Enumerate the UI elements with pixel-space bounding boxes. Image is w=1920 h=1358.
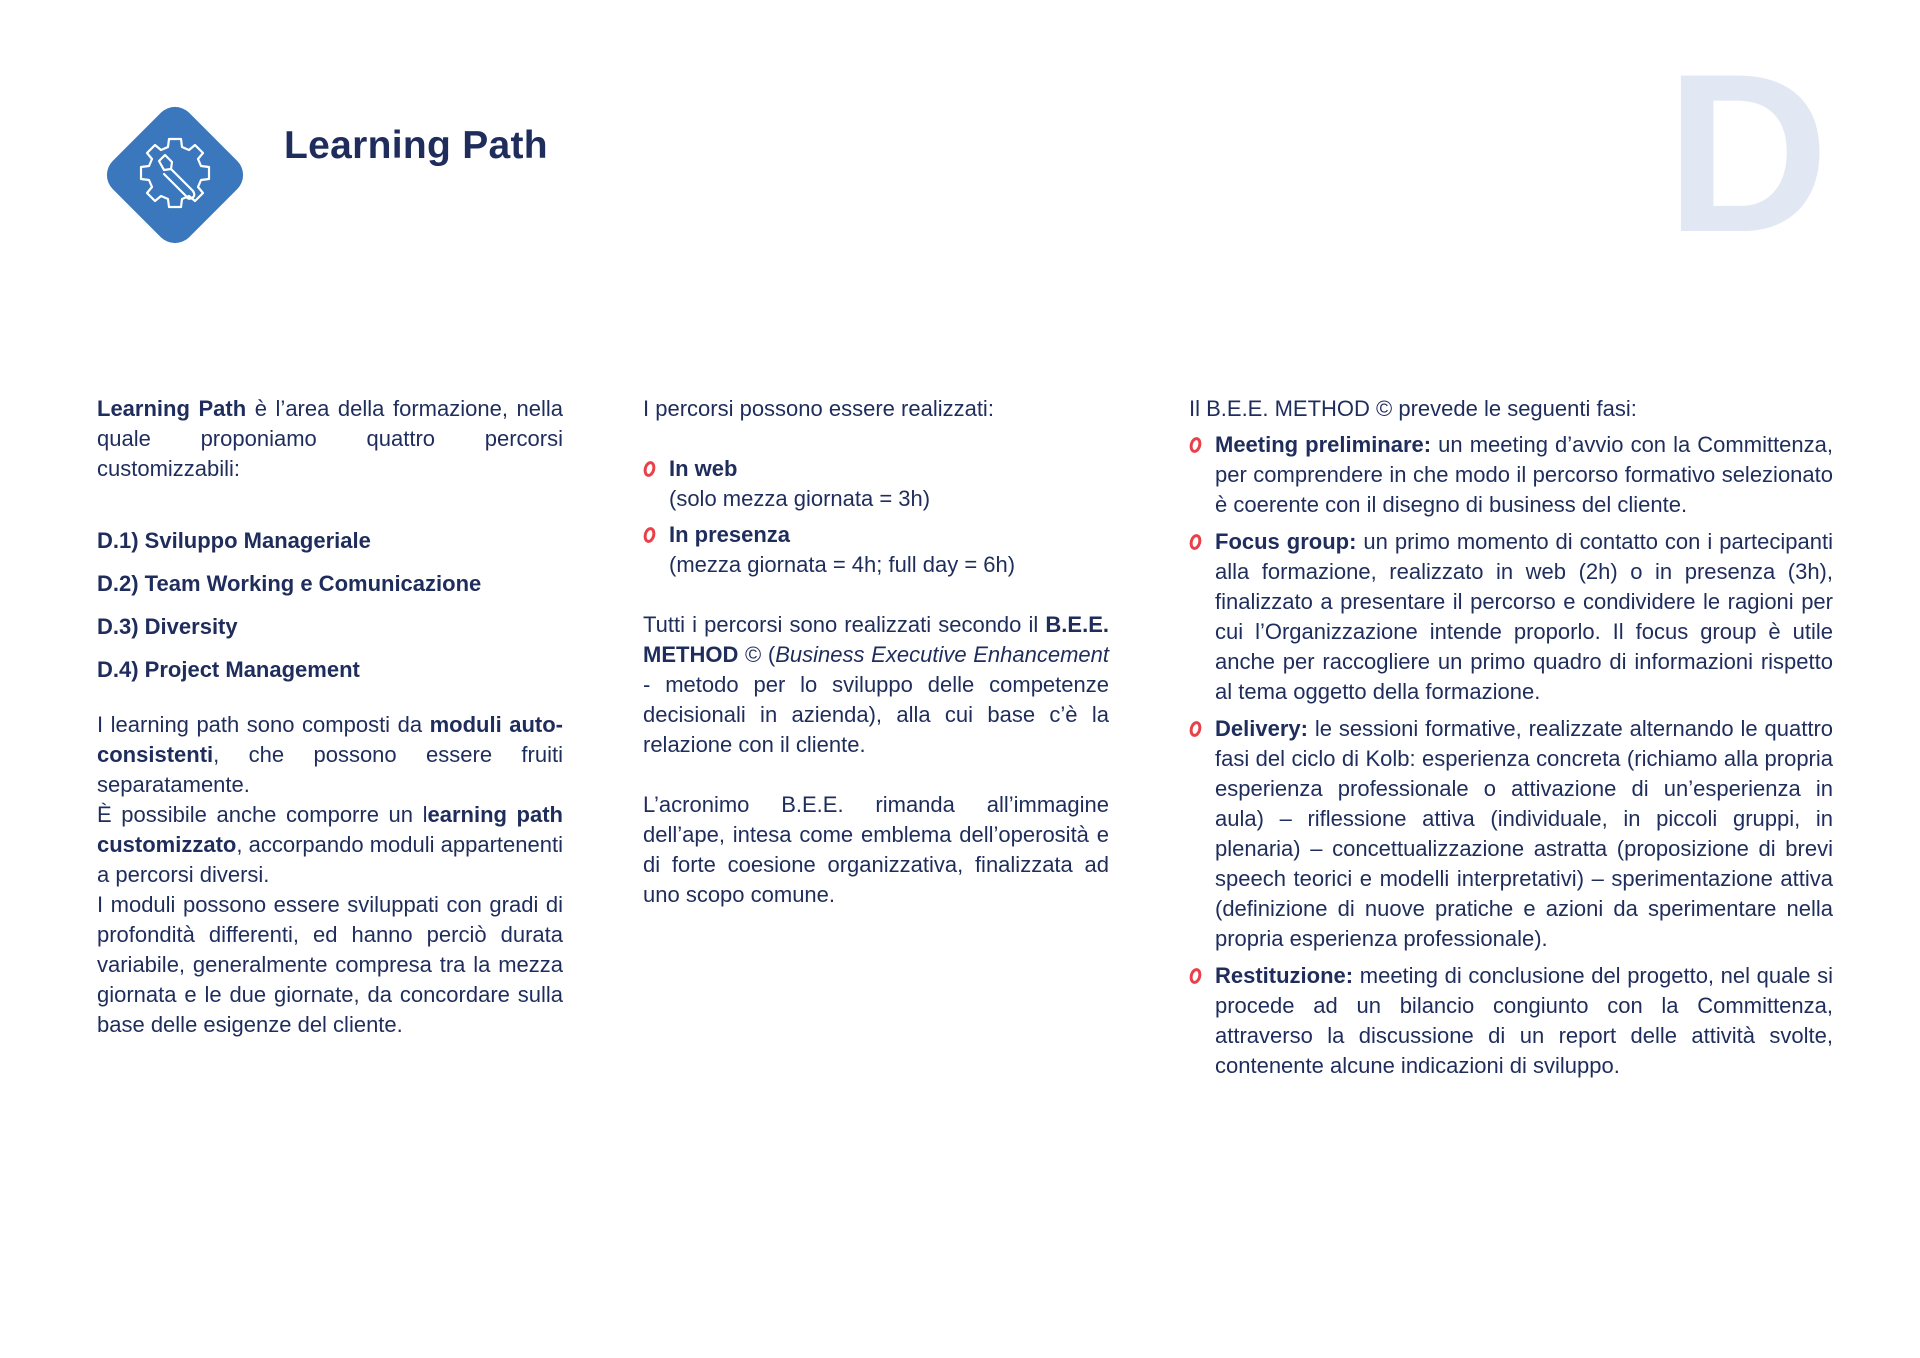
mode-detail: (solo mezza giornata = 3h) [669, 486, 931, 511]
bullet-icon [1189, 436, 1202, 454]
bullet-icon [1189, 720, 1202, 738]
mode-title: In presenza [669, 522, 791, 547]
column-intro [97, 394, 563, 1040]
list-item [643, 520, 1109, 580]
mode-detail: (mezza giornata = 4h; full day = 6h) [669, 552, 1016, 577]
bullet-icon [1189, 967, 1202, 985]
modes-list [643, 454, 1109, 580]
mode-title: In web [669, 456, 738, 481]
bullet-icon [643, 460, 656, 478]
section-letter: D [1665, 26, 1829, 279]
phase-text: un meeting d’avvio con la Committenza, per comprendere in che modo il percorso formativo selezionato è coerente con il disegno di business del cliente. [1215, 432, 1833, 517]
intro-paragraph [97, 394, 563, 484]
module-item: D.3) Diversity [97, 614, 238, 639]
column-method-phases [1189, 394, 1833, 1088]
module-item: D.4) Project Management [97, 657, 360, 682]
method-paragraph: Tutti i percorsi sono realizzati secondo il B.E.E. METHOD © (Business Executive Enhancement - metodo per lo sviluppo delle competenze decisionali in azienda), alla cui base c’è la relazione con il cliente. [643, 612, 1109, 757]
list-item [1189, 527, 1833, 707]
duration-paragraph: I moduli possono essere sviluppati con gradi di profondità differenti, ed hanno perciò durata variabile, generalmente compresa tra la mezza giornata e le due giornate, da concordare sulla base delle esigenze del cliente. [97, 892, 563, 1037]
phases-intro: Il B.E.E. METHOD © prevede le seguenti fasi: [1189, 396, 1637, 421]
modules-paragraph: I learning path sono composti da moduli auto-consistenti, che possono essere fruiti separatamente. [97, 712, 564, 797]
intro-bold: Learning Path [97, 396, 247, 421]
intro-text: è l’area della formazione, nella quale proponiamo quattro percorsi customizzabili: [97, 396, 563, 481]
modes-intro: I percorsi possono essere realizzati: [643, 396, 994, 421]
phase-text: meeting di conclusione del progetto, nel quale si procede ad un bilancio congiunto con la Committenza, attraverso la discussione di un report delle attività svolte, contenente alcune indicazioni di sviluppo. [1215, 963, 1833, 1078]
phase-title: Focus group: [1215, 529, 1357, 554]
phase-text: le sessioni formative, realizzate alternando le quattro fasi del ciclo di Kolb: esperienza concreta (richiamo alla propria esperienza professionale o attivazione di un’esperienza in aula) – riflessione attiva (individuale, in piccoli gruppi, in plenaria) – concettualizzazione astratta (proposizione di brevi speech teorici e modelli interpretativi) – sperimentazione attiva (definizione di nuove pratiche e azioni da sperimentare nella propria esperienza professionale). [1215, 716, 1833, 951]
phase-title: Delivery: [1215, 716, 1308, 741]
list-item [1189, 961, 1833, 1081]
list-item [643, 454, 1109, 514]
list-item [1189, 430, 1833, 520]
list-item [1189, 714, 1833, 954]
module-item: D.2) Team Working e Comunicazione [97, 571, 482, 596]
phase-title: Meeting preliminare: [1215, 432, 1432, 457]
custom-path-paragraph: È possibile anche comporre un learning path customizzato, accorpando moduli appartenenti a percorsi diversi. [97, 802, 563, 887]
learning-path-logo [97, 97, 253, 253]
page-title: Learning Path [284, 124, 548, 167]
bullet-icon [643, 526, 656, 544]
gear-wrench-icon [97, 97, 253, 253]
phases-list [1189, 430, 1833, 1081]
phase-text: un primo momento di contatto con i partecipanti alla formazione, realizzato in web (2h) o in presenza (3h), finalizzato a presentare il percorso e condividere le ragioni per cui l’Organizzazione intende proporlo. Il focus group è utile anche per raccogliere un primo quadro di informazioni rispetto al tema oggetto della formazione. [1215, 529, 1833, 704]
module-item: D.1) Sviluppo Manageriale [97, 528, 371, 553]
acronym-paragraph: L’acronimo B.E.E. rimanda all’immagine dell’ape, intesa come emblema dell’operosità e di forte coesione organizzativa, finalizzata ad uno scopo comune. [643, 792, 1109, 907]
bullet-icon [1189, 533, 1202, 551]
column-delivery-modes [643, 394, 1109, 910]
phase-title: Restituzione: [1215, 963, 1354, 988]
